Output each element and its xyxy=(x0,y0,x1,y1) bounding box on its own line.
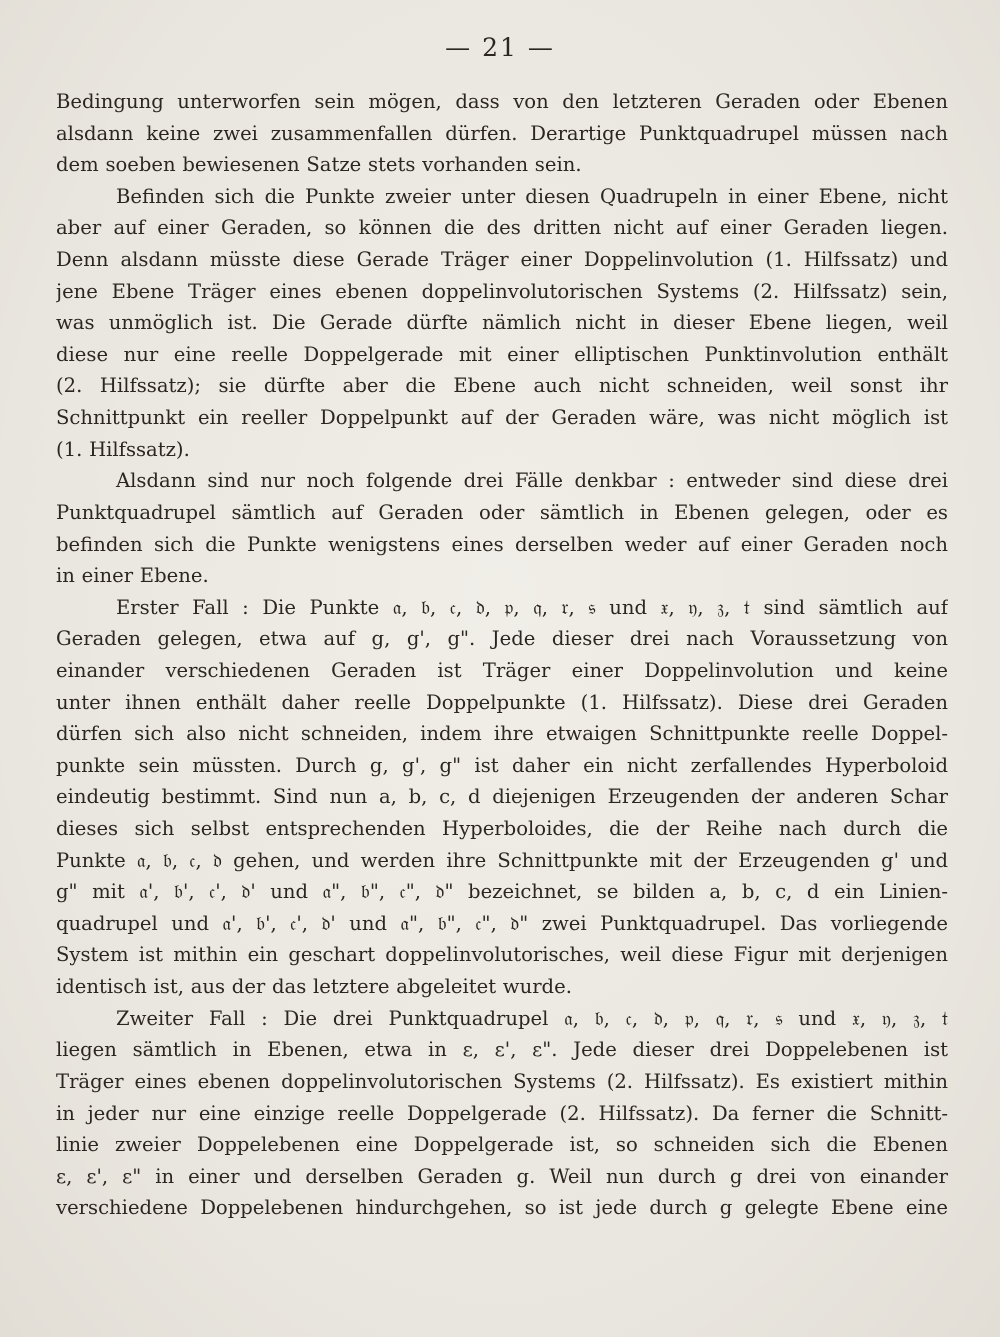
text-line: diese nur eine reelle Doppelgerade mit einer elliptischen Punktinvolution enthält xyxy=(56,342,948,366)
text-line: verschiedene Doppelebenen hindurchgehen, so ist jede durch g gelegte Ebene eine xyxy=(56,1196,948,1220)
text-line: Denn alsdann müsste diese Gerade Träger einer Doppelinvolution (1. Hilfssatz) und xyxy=(56,248,948,272)
text-line: dem soeben bewiesenen Satze stets vorhanden sein. xyxy=(56,153,582,177)
text-line: Träger eines ebenen doppelinvolutorischen Systems (2. Hilfssatz). Es existiert mithin xyxy=(56,1069,948,1093)
text-line: quadrupel und 𝔞', 𝔟', 𝔠', 𝔡' und 𝔞", 𝔟", 𝔠", 𝔡" zwei Punktquadrupel. Das vorliegende xyxy=(56,911,948,935)
text-line: Bedingung unterworfen sein mögen, dass von den letzteren Geraden oder Ebenen xyxy=(56,90,948,113)
text-line: ε, ε', ε" in einer und derselben Geraden g. Weil nun durch g drei von einander xyxy=(56,1164,948,1188)
text-line: Punktquadrupel sämtlich auf Geraden oder sämtlich in Ebenen gelegen, oder es xyxy=(56,500,948,524)
text-line: jene Ebene Träger eines ebenen doppelinvolutorischen Systems (2. Hilfssatz) sein, xyxy=(56,279,948,303)
text-line: in einer Ebene. xyxy=(56,564,209,588)
text-line: Erster Fall : Die Punkte 𝔞, 𝔟, 𝔠, 𝔡, 𝔭, 𝔮, 𝔯, 𝔰 und 𝔵, 𝔶, 𝔷, 𝔱 sind sämtlich auf xyxy=(116,595,948,619)
text-line: Befinden sich die Punkte zweier unter diesen Quadrupeln in einer Ebene, nicht xyxy=(116,184,948,208)
text-line: eindeutig bestimmt. Sind nun a, b, c, d diejenigen Erzeugenden der anderen Schar xyxy=(56,785,948,809)
text-line: einander verschiedenen Geraden ist Träger einer Doppelinvolution und keine xyxy=(56,658,948,682)
text-line: dieses sich selbst entsprechenden Hyperboloides, die der Reihe nach durch die xyxy=(56,817,948,841)
text-line: aber auf einer Geraden, so können die des dritten nicht auf einer Geraden liegen. xyxy=(56,216,948,240)
text-line: punkte sein müssten. Durch g, g', g" ist daher ein nicht zerfallendes Hyperboloid xyxy=(56,753,948,777)
text-line: g" mit 𝔞', 𝔟', 𝔠', 𝔡' und 𝔞", 𝔟", 𝔠", 𝔡" bezeichnet, se bilden a, b, c, d ein Linien- xyxy=(56,880,948,904)
text-line: Alsdann sind nur noch folgende drei Fälle denkbar : entweder sind diese drei xyxy=(116,469,948,493)
text-line: dürfen sich also nicht schneiden, indem ihre etwaigen Schnittpunkte reelle Doppel- xyxy=(56,722,948,746)
text-line: unter ihnen enthält daher reelle Doppelpunkte (1. Hilfssatz). Diese drei Geraden xyxy=(56,690,948,714)
text-line: Punkte 𝔞, 𝔟, 𝔠, 𝔡 gehen, und werden ihre Schnittpunkte mit der Erzeugenden g' und xyxy=(56,848,948,872)
text-line: (2. Hilfssatz); sie dürfte aber die Ebene auch nicht schneiden, weil sonst ihr xyxy=(56,374,948,398)
text-line: (1. Hilfssatz). xyxy=(56,437,190,461)
text-line: liegen sämtlich in Ebenen, etwa in ε, ε', ε". Jede dieser drei Doppelebenen ist xyxy=(56,1038,948,1062)
body-text xyxy=(56,86,948,1224)
page-number: — 21 — xyxy=(445,33,555,62)
text-line: was unmöglich ist. Die Gerade dürfte nämlich nicht in dieser Ebene liegen, weil xyxy=(56,311,948,335)
text-line: Schnittpunkt ein reeller Doppelpunkt auf der Geraden wäre, was nicht möglich ist xyxy=(56,406,948,430)
text-line: in jeder nur eine einzige reelle Doppelgerade (2. Hilfssatz). Da ferner die Schnitt- xyxy=(56,1101,948,1125)
text-line: Geraden gelegen, etwa auf g, g', g". Jede dieser drei nach Voraussetzung von xyxy=(56,627,948,651)
text-line: System ist mithin ein geschart doppelinvolutorisches, weil diese Figur mit derjenigen xyxy=(56,943,948,967)
text-line: identisch ist, aus der das letztere abgeleitet wurde. xyxy=(56,975,572,999)
text-line: Zweiter Fall : Die drei Punktquadrupel 𝔞, 𝔟, 𝔠, 𝔡, 𝔭, 𝔮, 𝔯, 𝔰 und 𝔵, 𝔶, 𝔷, 𝔱 xyxy=(116,1006,948,1030)
text-line: linie zweier Doppelebenen eine Doppelgerade ist, so schneiden sich die Ebenen xyxy=(56,1133,948,1157)
text-line: befinden sich die Punkte wenigstens eines derselben weder auf einer Geraden noch xyxy=(56,532,948,556)
text-line: alsdann keine zwei zusammenfallen dürfen. Derartige Punktquadrupel müssen nach xyxy=(56,121,948,145)
